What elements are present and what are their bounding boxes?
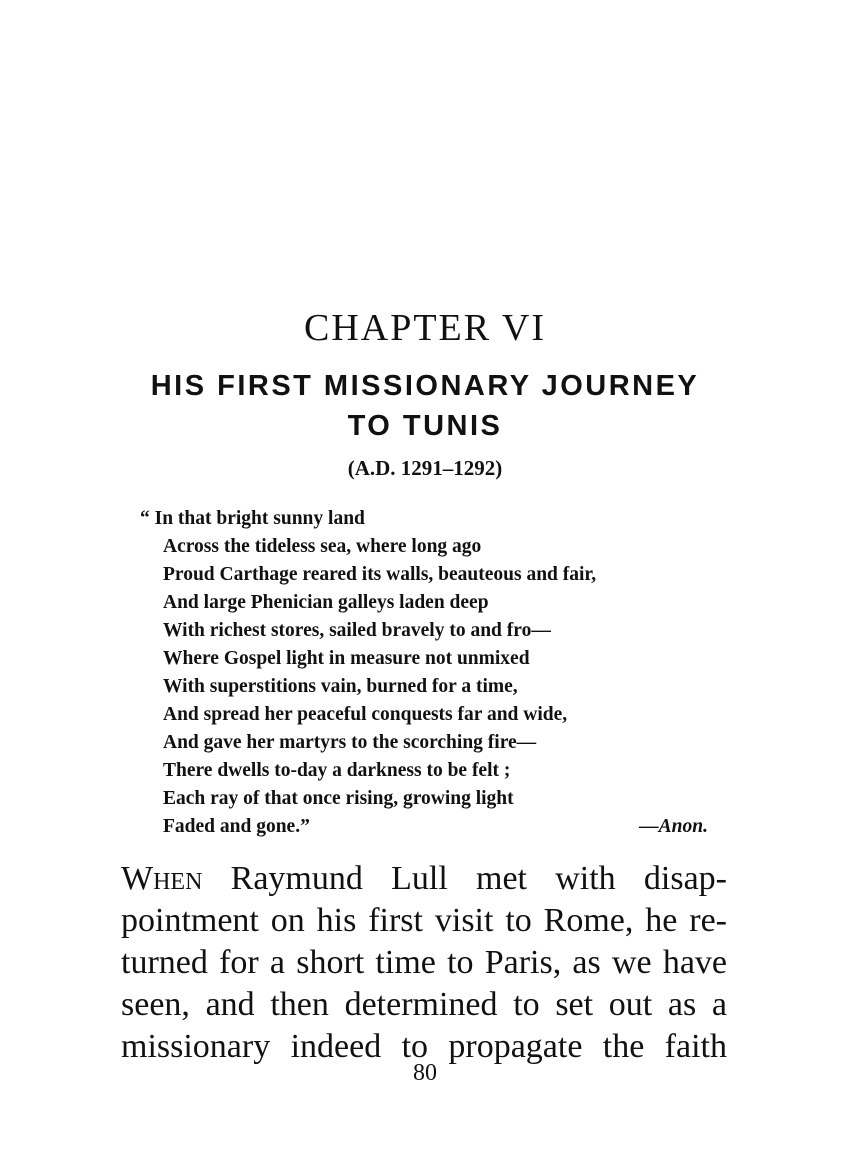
chapter-heading: CHAPTER VI	[303, 307, 547, 349]
body-line: missionary indeed to propagate the faith	[121, 1028, 727, 1065]
epigraph-line: And gave her martyrs to the scorching fire—	[163, 732, 537, 753]
page-number: 80	[413, 1060, 437, 1086]
epigraph-line: Proud Carthage reared its walls, beauteous and fair,	[163, 564, 597, 585]
epigraph-line: With richest stores, sailed bravely to and fro—	[163, 620, 551, 641]
epigraph-line: Faded and gone.”	[163, 816, 310, 837]
body-line: seen, and then determined to set out as a	[121, 986, 727, 1023]
chapter-title-line-1: HIS FIRST MISSIONARY JOURNEY	[150, 370, 700, 402]
body-line: turned for a short time to Paris, as we have	[121, 944, 727, 981]
epigraph-line: And spread her peaceful conquests far and wide,	[163, 704, 568, 725]
epigraph-line: Each ray of that once rising, growing light	[163, 788, 514, 809]
body-line: pointment on his first visit to Rome, he re-	[121, 902, 727, 939]
epigraph-poem	[140, 505, 720, 841]
epigraph-line: Across the tideless sea, where long ago	[163, 536, 482, 557]
body-line	[121, 858, 727, 900]
epigraph-line: There dwells to-day a darkness to be felt ;	[163, 760, 511, 781]
epigraph-attribution: —Anon.	[639, 816, 708, 837]
epigraph-line: And large Phenician galleys laden deep	[163, 592, 489, 613]
epigraph-line: With superstitions vain, burned for a time,	[163, 676, 518, 697]
epigraph-last-row	[140, 813, 720, 841]
epigraph-line: Where Gospel light in measure not unmixed	[163, 648, 530, 669]
chapter-title-line-2: TO TUNIS	[347, 410, 503, 442]
epigraph-line: “ In that bright sunny land	[140, 508, 365, 529]
chapter-title	[60, 366, 790, 446]
body-line-text: Raymund Lull met with disap-	[202, 860, 727, 897]
body-paragraph	[121, 858, 727, 1068]
chapter-dates: (A.D. 1291–1292)	[347, 456, 503, 480]
drop-word: When	[121, 860, 203, 897]
